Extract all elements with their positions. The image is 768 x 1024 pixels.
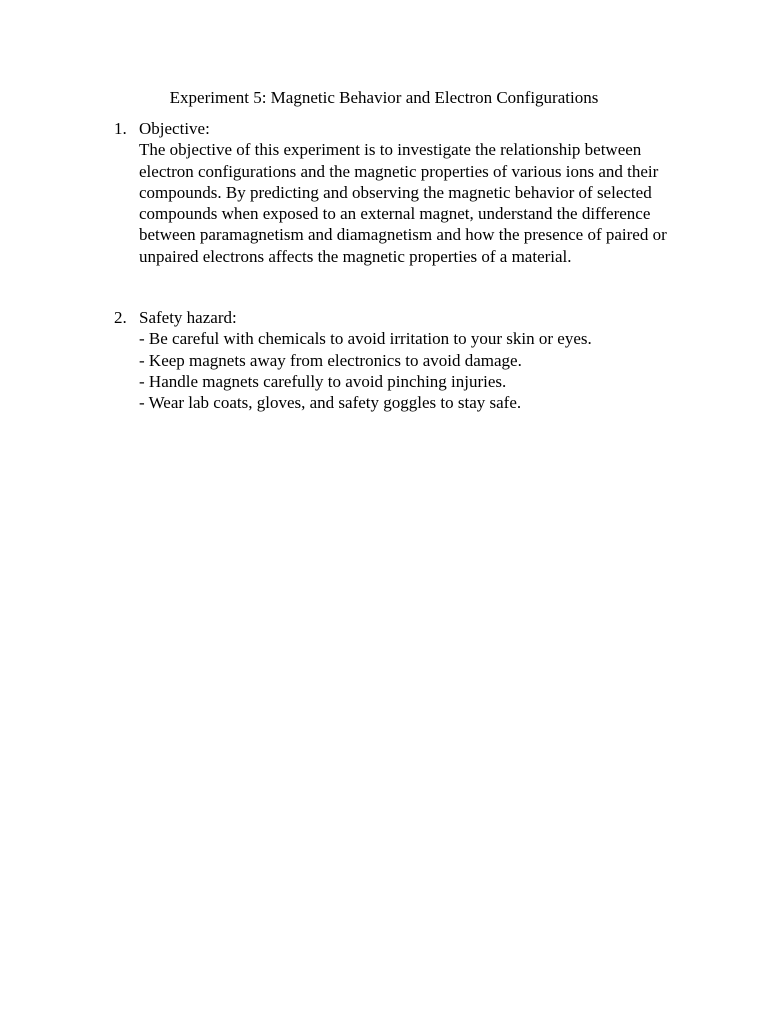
document-title: Experiment 5: Magnetic Behavior and Electron Configurations	[169, 88, 599, 107]
section-heading: Safety hazard:	[139, 308, 237, 327]
section-number: 2.	[114, 308, 127, 327]
hazard-item: - Handle magnets carefully to avoid pinching injuries.	[139, 371, 507, 391]
hazard-item: - Be careful with chemicals to avoid irritation to your skin or eyes.	[139, 329, 592, 349]
hazard-item: - Wear lab coats, gloves, and safety goggles to stay safe.	[139, 393, 522, 413]
objective-paragraph: The objective of this experiment is to investigate the relationship between electron configurations and the magnetic properties of various ions and their compounds. By predicting and observing the magnetic behavior of selected compounds when exposed to an external magnet, understand the difference between paramagnetism and diamagnetism and how the presence of paired or unpaired electrons affects the magnetic properties of a material.	[139, 140, 667, 266]
section-body	[139, 118, 684, 267]
section-safety-hazard	[114, 307, 684, 413]
section-heading: Objective:	[139, 119, 210, 138]
section-objective	[114, 118, 684, 267]
hazard-item: - Keep magnets away from electronics to avoid damage.	[139, 350, 522, 370]
section-body	[139, 307, 684, 413]
section-number: 1.	[114, 119, 127, 138]
